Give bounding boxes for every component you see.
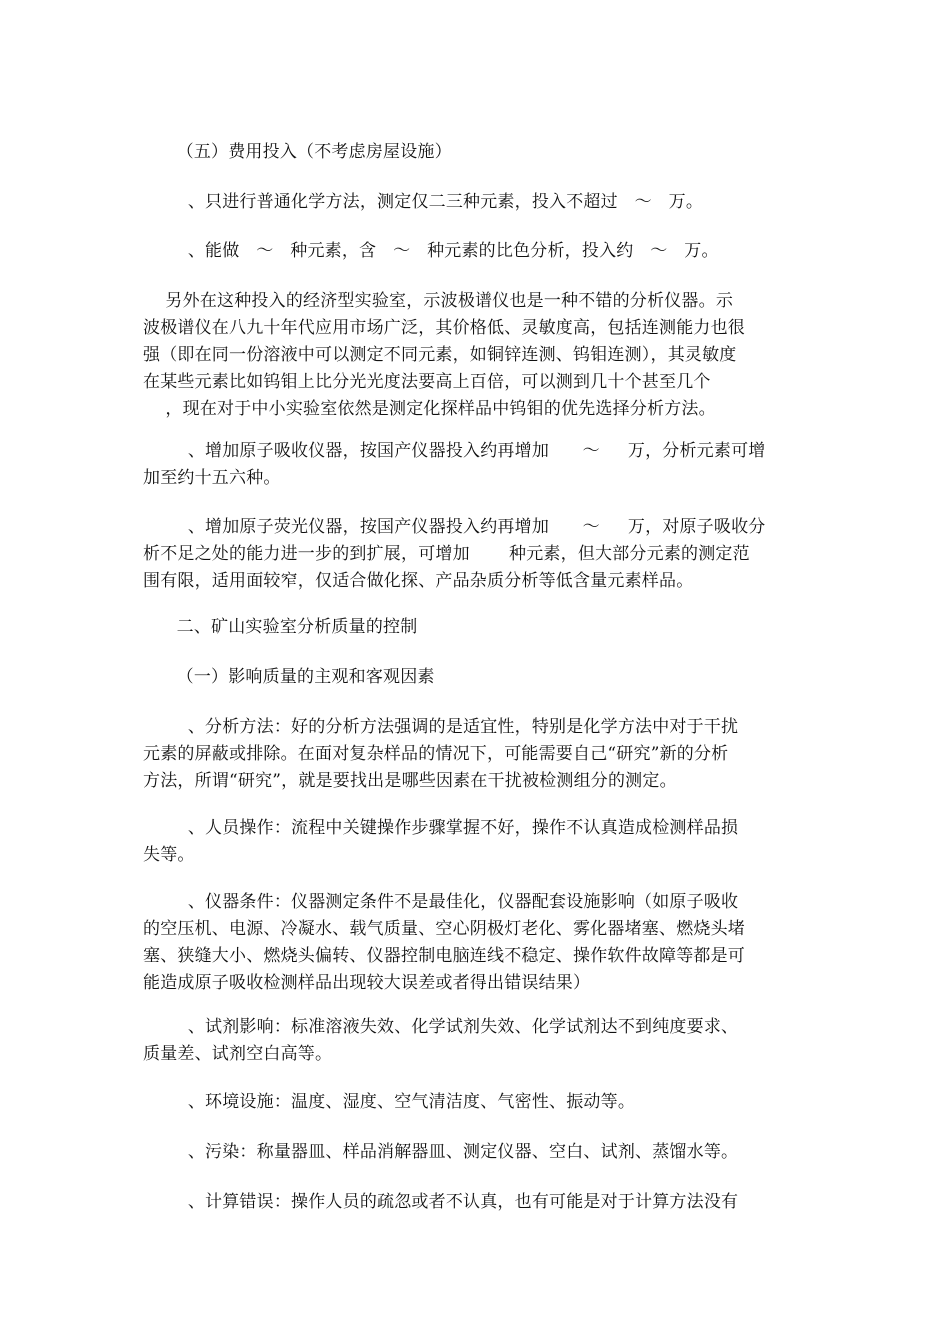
text-line: 塞、狭缝大小、燃烧头偏转、仪器控制电脑连线不稳定、操作软件故障等都是可 — [143, 946, 745, 966]
text-line: （一）影响质量的主观和客观因素 — [143, 667, 435, 687]
text-line: 、污染：称量器皿、样品消解器皿、测定仪器、空白、试剂、蒸馏水等。 — [143, 1142, 739, 1162]
paragraph-polarograph — [143, 288, 809, 423]
text-line: 强（即在同一份溶液中可以测定不同元素，如铜锌连测、钨钼连测），其灵敏度 — [143, 345, 737, 365]
paragraph-item-reagent — [143, 1014, 809, 1068]
text-line: ，现在对于中小实验室依然是测定化探样品中钨钼的优先选择分析方法。 — [143, 399, 716, 419]
paragraph-item-atomic-absorption — [143, 438, 809, 492]
text-line: 、试剂影响：标准溶液失效、化学试剂失效、化学试剂达不到纯度要求、 — [143, 1017, 739, 1037]
text-line: 方法，所谓“研究”，就是要找出是哪些因素在干扰被检测组分的测定。 — [143, 771, 677, 791]
paragraph-expense-heading — [143, 139, 809, 166]
paragraph-item-atomic-fluorescence — [143, 514, 809, 595]
paragraph-item-personnel — [143, 815, 809, 869]
text-line: 、分析方法：好的分析方法强调的是适宜性，特别是化学方法中对于干扰 — [143, 717, 739, 737]
paragraph-item-calculation — [143, 1189, 809, 1216]
text-line: 的空压机、电源、冷凝水、载气质量、空心阴极灯老化、雾化器堵塞、燃烧头堵 — [143, 919, 745, 939]
text-line: 、增加原子吸收仪器，按国产仪器投入约再增加 ～ 万，分析元素可增 — [143, 441, 766, 461]
text-line: 、计算错误：操作人员的疏忽或者不认真，也有可能是对于计算方法没有 — [143, 1192, 739, 1212]
text-line: 、只进行普通化学方法，测定仅二三种元素，投入不超过 ～ 万。 — [143, 192, 704, 212]
text-line: （五）费用投入（不考虑房屋设施） — [143, 142, 452, 162]
paragraph-item-basic-chem — [143, 189, 809, 216]
text-line: 围有限，适用面较窄，仅适合做化探、产品杂质分析等低含量元素样品。 — [143, 571, 694, 591]
text-line: 二、矿山实验室分析质量的控制 — [143, 617, 418, 637]
text-line: 在某些元素比如钨钼上比分光光度法要高上百倍，可以测到几十个甚至几个 — [143, 372, 711, 392]
paragraph-item-pollution — [143, 1139, 809, 1166]
text-line: 、环境设施：温度、湿度、空气清洁度、气密性、振动等。 — [143, 1092, 636, 1112]
text-line: 、能做 ～ 种元素，含 ～ 种元素的比色分析，投入约 ～ 万。 — [143, 241, 719, 261]
text-line: 失等。 — [143, 845, 195, 865]
text-line: 析不足之处的能力进一步的到扩展，可增加 种元素，但大部分元素的测定范 — [143, 544, 750, 564]
text-line: 另外在这种投入的经济型实验室，示波极谱仪也是一种不错的分析仪器。示 — [143, 291, 734, 311]
text-line: 、增加原子荧光仪器，按国产仪器投入约再增加 ～ 万，对原子吸收分 — [143, 517, 766, 537]
text-line: 、仪器条件：仪器测定条件不是最佳化，仪器配套设施影响（如原子吸收 — [143, 892, 739, 912]
text-line: 波极谱仪在八九十年代应用市场广泛，其价格低、灵敏度高，包括连测能力也很 — [143, 318, 745, 338]
text-line: 、人员操作：流程中关键操作步骤掌握不好，操作不认真造成检测样品损 — [143, 818, 739, 838]
section-heading-quality-control — [143, 614, 809, 641]
paragraph-item-analysis-method — [143, 714, 809, 795]
paragraph-item-instrument — [143, 889, 809, 997]
text-line: 能造成原子吸收检测样品出现较大误差或者得出错误结果） — [143, 973, 591, 993]
paragraph-item-colorimetric — [143, 238, 809, 265]
text-line: 元素的屏蔽或排除。在面对复杂样品的情况下，可能需要自己“研究”新的分析 — [143, 744, 729, 764]
text-line: 加至约十五六种。 — [143, 468, 281, 488]
subsection-heading-factors — [143, 664, 809, 691]
paragraph-item-environment — [143, 1089, 809, 1116]
text-line: 质量差、试剂空白高等。 — [143, 1044, 333, 1064]
